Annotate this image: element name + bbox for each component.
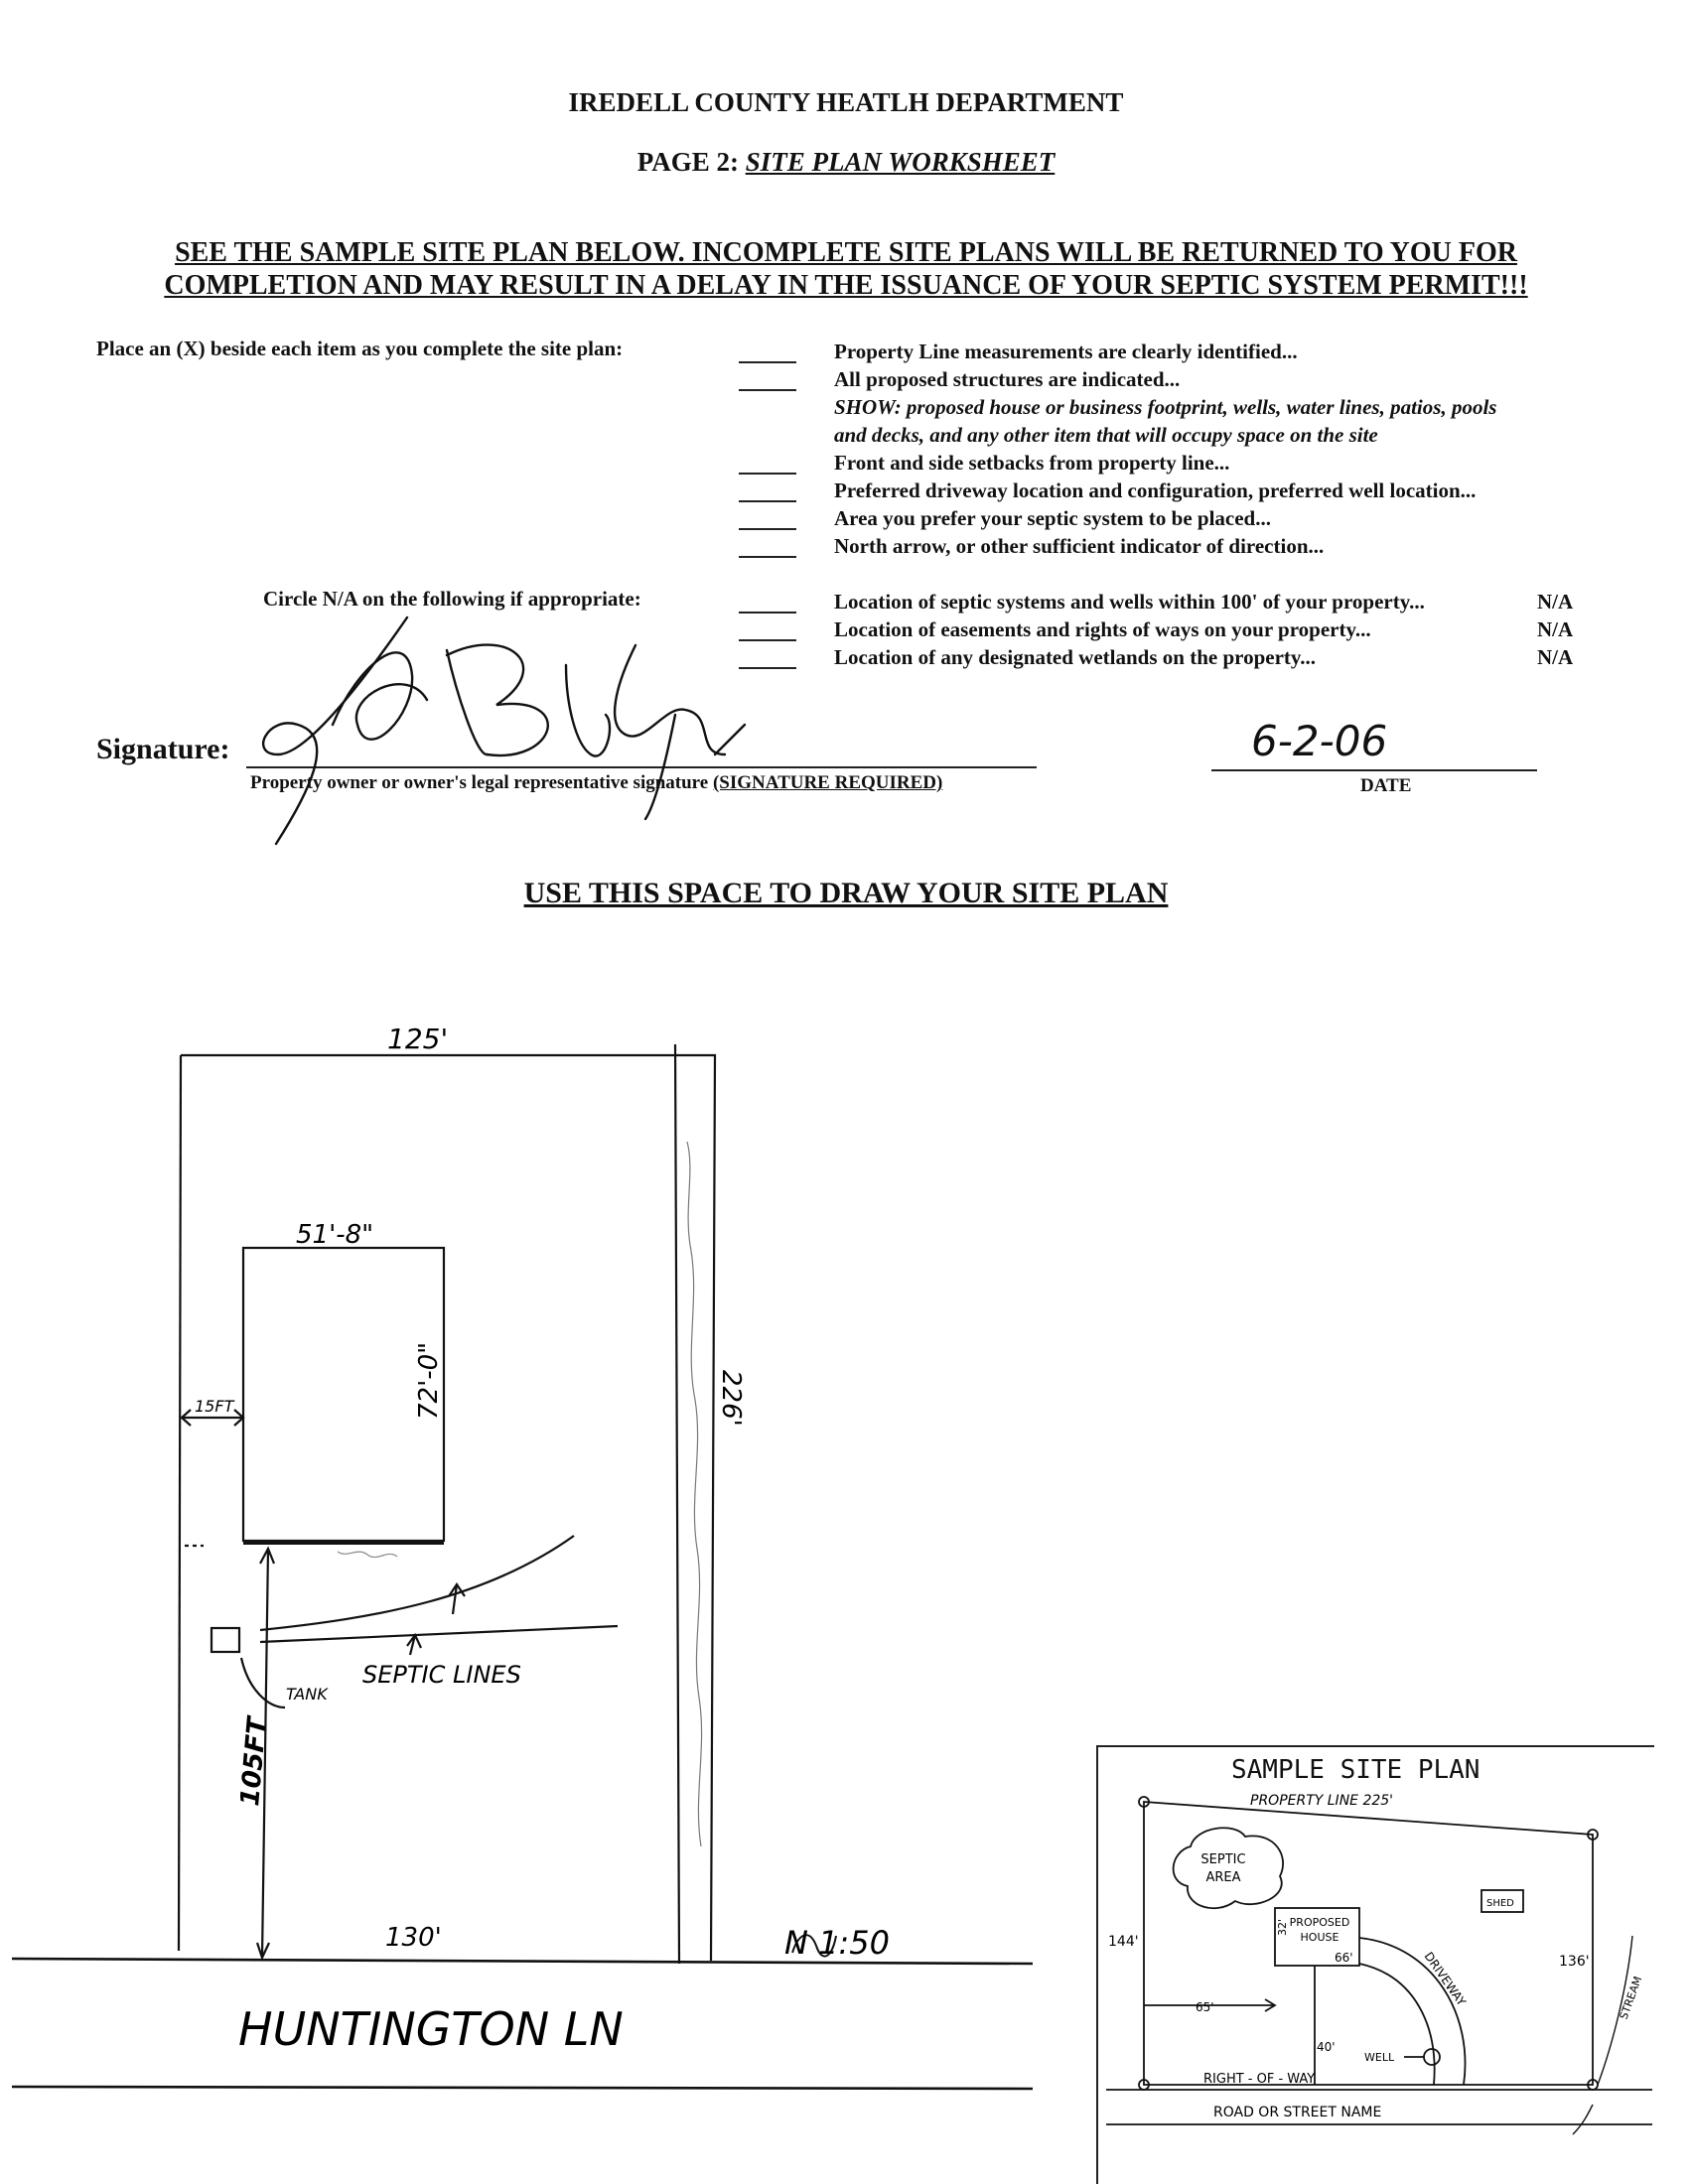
na-intro: Circle N/A on the following if appropriate: bbox=[263, 587, 641, 611]
warning-notice bbox=[0, 236, 1692, 302]
label-tank: TANK bbox=[286, 1685, 328, 1704]
signature-caption bbox=[250, 772, 942, 794]
label-house-width: 51'-8" bbox=[296, 1220, 374, 1250]
property-line bbox=[179, 1055, 181, 1951]
na-item-label: Location of easements and rights of ways on your property... bbox=[834, 617, 1371, 641]
checklist-item: All proposed structures are indicated... bbox=[834, 367, 1181, 391]
sample-house-depth: 32' bbox=[1276, 1918, 1289, 1936]
signature-label: Signature: bbox=[96, 733, 230, 765]
label-bottom-width: 130' bbox=[385, 1923, 442, 1953]
signature-scribble bbox=[248, 606, 765, 854]
property-line bbox=[181, 1055, 715, 1961]
sample-driveway-label: DRIVEWAY bbox=[1421, 1949, 1469, 2009]
date-value: 6-2-06 bbox=[1251, 717, 1388, 765]
sample-shed-label: SHED bbox=[1486, 1898, 1514, 1909]
warning-line-1: SEE THE SAMPLE SITE PLAN BELOW. INCOMPLETE SITE PLANS WILL BE RETURNED TO YOU FOR bbox=[175, 237, 1517, 268]
checklist-item: Preferred driveway location and configuration, preferred well location... bbox=[834, 478, 1477, 502]
checklist-intro: Place an (X) beside each item as you complete the site plan: bbox=[96, 337, 624, 360]
sample-right-side: 136' bbox=[1559, 1954, 1590, 1970]
sample-row-label: RIGHT - OF - WAY bbox=[1203, 2072, 1316, 2087]
sample-road-label: ROAD OR STREET NAME bbox=[1213, 2105, 1382, 2120]
checklist-note: and decks, and any other item that will occupy space on the site bbox=[834, 423, 1378, 447]
checkbox-blank[interactable] bbox=[739, 389, 796, 391]
checkbox-blank[interactable] bbox=[739, 528, 796, 530]
septic-line bbox=[260, 1536, 574, 1630]
street-name: HUNTINGTON LN bbox=[238, 2002, 624, 2056]
sample-area-label: AREA bbox=[1205, 1870, 1241, 1885]
drawing-heading: USE THIS SPACE TO DRAW YOUR SITE PLAN bbox=[523, 877, 1169, 909]
label-front-setback: 105FT bbox=[235, 1715, 273, 1808]
label-house-depth: 72'-0" bbox=[414, 1341, 444, 1420]
sample-house-label-2: HOUSE bbox=[1300, 1931, 1340, 1944]
checkbox-blank[interactable] bbox=[739, 361, 796, 363]
checklist-item: North arrow, or other sufficient indicator of direction... bbox=[834, 534, 1325, 558]
na-option[interactable]: N/A bbox=[1537, 590, 1574, 614]
date-label: DATE bbox=[1360, 775, 1412, 796]
sample-left-side: 144' bbox=[1108, 1934, 1139, 1950]
septic-area-cloud bbox=[1174, 1828, 1283, 1908]
page-prefix: PAGE 2: bbox=[636, 147, 739, 177]
signature-caption-text: Property owner or owner's legal representative signature bbox=[250, 772, 709, 793]
checkbox-blank[interactable] bbox=[739, 473, 796, 475]
driveway-inner bbox=[1359, 1964, 1435, 2085]
label-septic-lines: SEPTIC LINES bbox=[362, 1661, 521, 1689]
checklist-item: Area you prefer your septic system to be placed... bbox=[834, 506, 1271, 530]
sample-house-width: 66' bbox=[1335, 1951, 1353, 1965]
checklist-item: Property Line measurements are clearly identified... bbox=[834, 340, 1298, 363]
sample-setback-side: 65' bbox=[1196, 2000, 1214, 2014]
checklist-item: Front and side setbacks from property line... bbox=[834, 451, 1230, 475]
warning-line-2: COMPLETION AND MAY RESULT IN A DELAY IN THE ISSUANCE OF YOUR SEPTIC SYSTEM PERMIT!!! bbox=[164, 270, 1528, 301]
sample-septic-label: SEPTIC bbox=[1200, 1852, 1246, 1867]
na-option[interactable]: N/A bbox=[1537, 645, 1574, 669]
sample-well-label: WELL bbox=[1364, 2051, 1395, 2064]
septic-line bbox=[260, 1626, 618, 1642]
na-option[interactable]: N/A bbox=[1537, 617, 1574, 641]
sample-site-plan bbox=[1096, 1787, 1652, 2174]
page-title-text: SITE PLAN WORKSHEET bbox=[745, 147, 1056, 177]
checkbox-blank[interactable] bbox=[739, 500, 796, 502]
well-circle bbox=[1424, 2049, 1440, 2065]
sample-property-line: PROPERTY LINE 225' bbox=[1250, 1793, 1394, 1809]
checklist-note: SHOW: proposed house or business footprint, wells, water lines, patios, pools bbox=[834, 395, 1497, 419]
sample-house-label-1: PROPOSED bbox=[1289, 1916, 1350, 1929]
label-side-setback: 15FT bbox=[195, 1397, 234, 1416]
date-line[interactable] bbox=[1211, 769, 1537, 771]
sample-stream-label: STREAM bbox=[1617, 1975, 1645, 2022]
label-right-side: 226' bbox=[716, 1370, 746, 1427]
label-top-width: 125' bbox=[387, 1023, 449, 1055]
site-plan-drawing bbox=[0, 1023, 1053, 2095]
na-item-label: Location of septic systems and wells within 100' of your property... bbox=[834, 590, 1425, 614]
sample-title: SAMPLE SITE PLAN bbox=[1231, 1755, 1480, 1785]
department-title: IREDELL COUNTY HEATLH DEPARTMENT bbox=[568, 87, 1124, 117]
sample-setback-front: 40' bbox=[1317, 2040, 1336, 2054]
na-item-label: Location of any designated wetlands on the property... bbox=[834, 645, 1316, 669]
north-marker: N 1:50 bbox=[784, 1924, 890, 1962]
checkbox-blank[interactable] bbox=[739, 556, 796, 558]
page-title bbox=[0, 147, 1692, 178]
signature-required: (SIGNATURE REQUIRED) bbox=[712, 772, 943, 793]
